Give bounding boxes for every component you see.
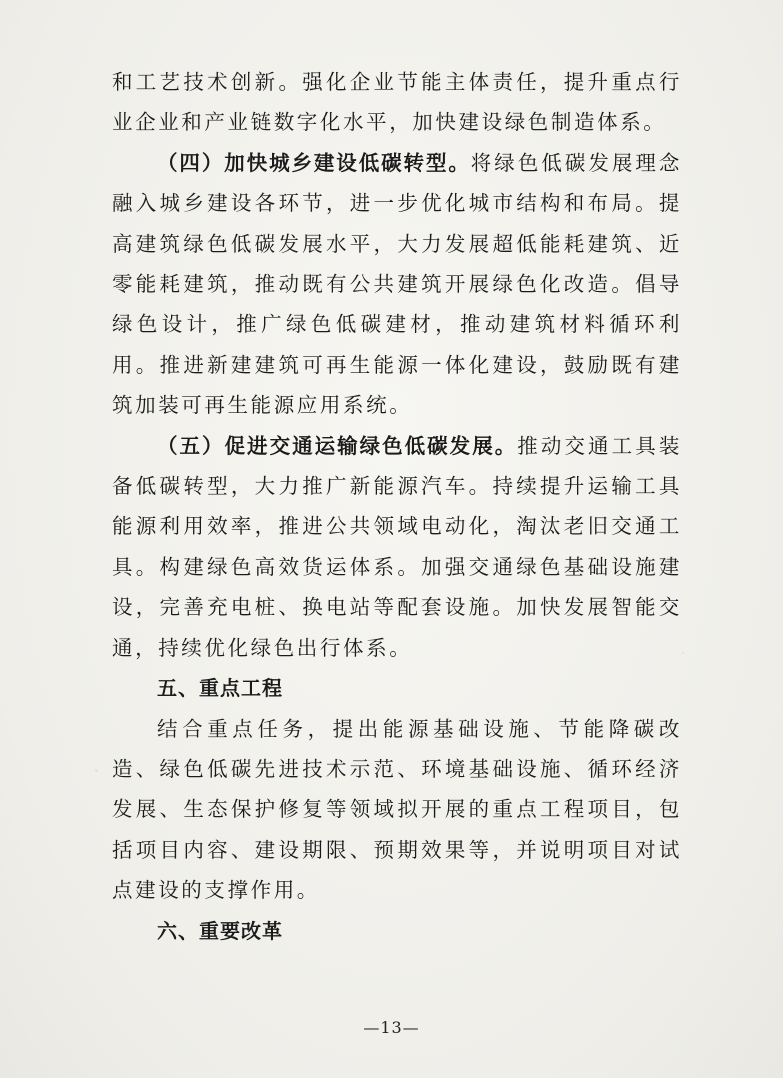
paragraph-text: 和工艺技术创新。强化企业节能主体责任，提升重点行业企业和产业链数字化水平，加快建设绿色制造体系。 (112, 70, 682, 135)
subsection-title: （五）促进交通运输绿色低碳发展。 (157, 433, 518, 458)
section-heading-key-reforms: 六、重要改革 (157, 918, 283, 943)
scan-speck (95, 769, 98, 772)
section-heading-key-projects: 五、重点工程 (157, 676, 283, 701)
paragraph-continuation (112, 62, 682, 143)
paragraph-key-projects (112, 709, 682, 911)
paragraph-text: 将绿色低碳发展理念融入城乡建设各环节，进一步优化城市结构和布局。提高建筑绿色低碳发展水平，大力发展超低能耗建筑、近零能耗建筑，推动既有公共建筑开展绿色化改造。倡导绿色设计，推广绿色低碳建材，推动建筑材料循环利用。推进新建建筑可再生能源一体化建设，鼓励既有建筑加装可再生能源应用系统。 (112, 150, 683, 418)
paragraph-transport (112, 426, 682, 668)
paragraph-text: 结合重点任务，提出能源基础设施、节能降碳改造、绿色低碳先进技术示范、环境基础设施、循环经济发展、生态保护修复等领域拟开展的重点工程项目，包括项目内容、建设期限、预期效果等，并说明项目对试点建设的支撑作用。 (112, 716, 682, 903)
document-body (112, 62, 682, 951)
paragraph-text: 推动交通工具装备低碳转型，大力推广新能源汽车。持续提升运输工具能源利用效率，推进公共领域电动化，淘汰老旧交通工具。构建绿色高效货运体系。加强交通绿色基础设施建设，完善充电桩、换电站等配套设施。加快发展智能交通，持续优化绿色出行体系。 (112, 433, 682, 660)
subsection-title: （四）加快城乡建设低碳转型。 (157, 150, 471, 175)
paragraph-urban-rural-construction (112, 143, 682, 426)
scan-speck (682, 652, 684, 654)
page-number: —13— (363, 1018, 420, 1037)
